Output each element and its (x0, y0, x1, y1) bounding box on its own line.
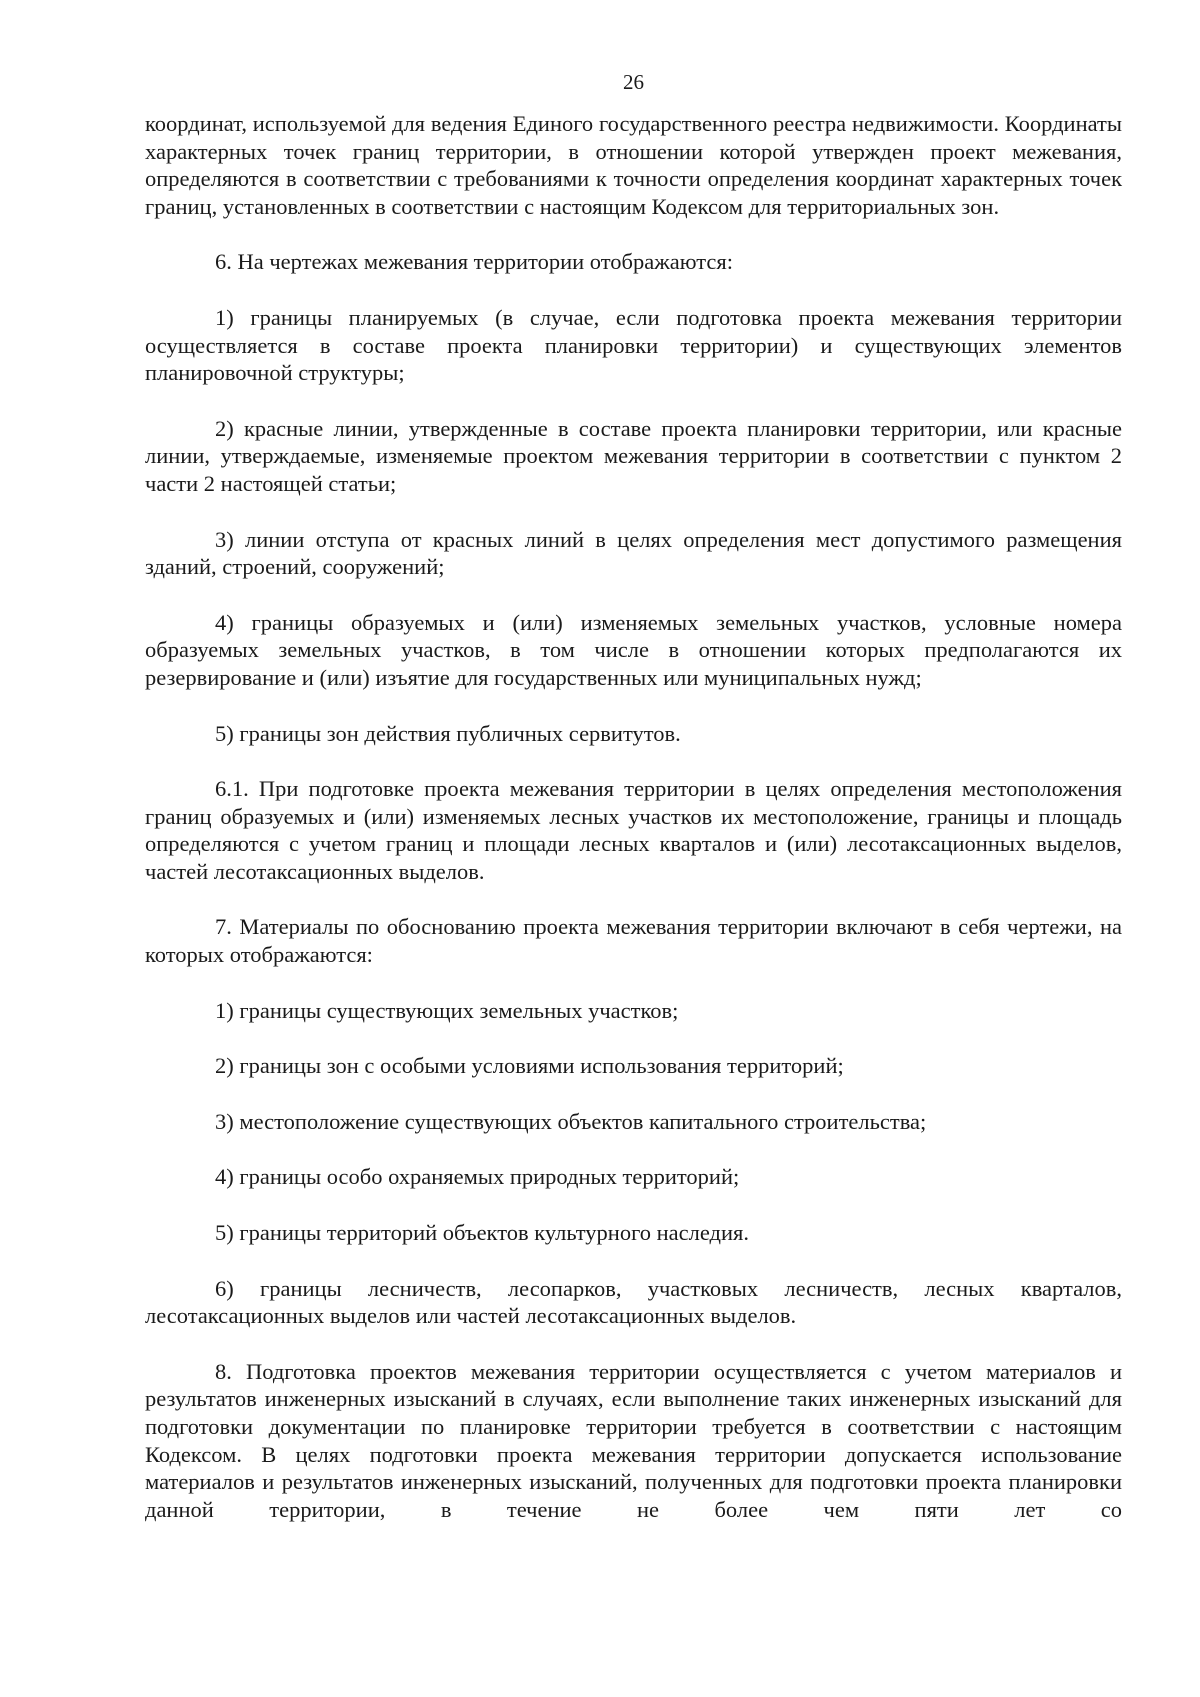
paragraph-7-item-5: 5) границы территорий объектов культурного наследия. (215, 1220, 750, 1246)
paragraph-8: 8. Подготовка проектов межевания территории осуществляется с учетом материалов и результатов инженерных изысканий в случаях, если выполнение таких инженерных изысканий для подготовки документации по планировке территории требуется в соответствии с настоящим Кодексом. В целях подготовки проекта межевания территории допускается использование материалов и результатов инженерных изысканий, полученных для подготовки проекта планировки данной территории, в течение не более чем пяти лет со (145, 1358, 1122, 1522)
paragraph-7-item-3: 3) местоположение существующих объектов капитального строительства; (215, 1108, 927, 1134)
paragraph-7-item-2: 2) границы зон с особыми условиями использования территорий; (215, 1053, 844, 1079)
paragraph-continuation: координат, используемой для ведения Единого государственного реестра недвижимости. Координаты характерных точек границ территории, в отношении которой утвержден проект межевания, определяются в соответствии с требованиями к точности определения координат характерных точек границ, установленных в соответствии с настоящим Кодексом для территориальных зон. (145, 111, 1122, 219)
document-page (145, 70, 1122, 1551)
paragraph-6-1: 6.1. При подготовке проекта межевания территории в целях определения местоположения границ образуемых и (или) изменяемых лесных участков их местоположение, границы и площадь определяются с учетом границ и площади лесных кварталов и (или) лесотаксационных выделов, частей лесотаксационных выделов. (145, 776, 1122, 884)
paragraph-7-item-1: 1) границы существующих земельных участков; (215, 997, 679, 1023)
paragraph-7: 7. Материалы по обоснованию проекта межевания территории включают в себя чертежи, на которых отображаются: (145, 914, 1122, 968)
paragraph-6-item-5: 5) границы зон действия публичных сервитутов. (215, 720, 681, 746)
paragraph-6-item-2: 2) красные линии, утвержденные в составе проекта планировки территории, или красные линии, утверждаемые, изменяемые проектом межевания территории в соответствии с пунктом 2 части 2 настоящей статьи; (145, 415, 1122, 496)
paragraph-7-item-4: 4) границы особо охраняемых природных территорий; (215, 1164, 740, 1190)
paragraph-6: 6. На чертежах межевания территории отображаются: (215, 249, 733, 275)
paragraph-6-item-4: 4) границы образуемых и (или) изменяемых земельных участков, условные номера образуемых земельных участков, в том числе в отношении которых предполагаются их резервирование и (или) изъятие для государственных или муниципальных нужд; (145, 609, 1122, 690)
page-number: 26 (623, 70, 644, 94)
paragraph-6-item-3: 3) линии отступа от красных линий в целях определения мест допустимого размещения зданий, строений, сооружений; (145, 526, 1122, 580)
paragraph-6-item-1: 1) границы планируемых (в случае, если подготовка проекта межевания территории осуществляется в составе проекта планировки территории) и существующих элементов планировочной структуры; (145, 304, 1122, 386)
paragraph-7-item-6: 6) границы лесничеств, лесопарков, участковых лесничеств, лесных кварталов, лесотаксационных выделов или частей лесотаксационных выделов. (145, 1275, 1122, 1329)
